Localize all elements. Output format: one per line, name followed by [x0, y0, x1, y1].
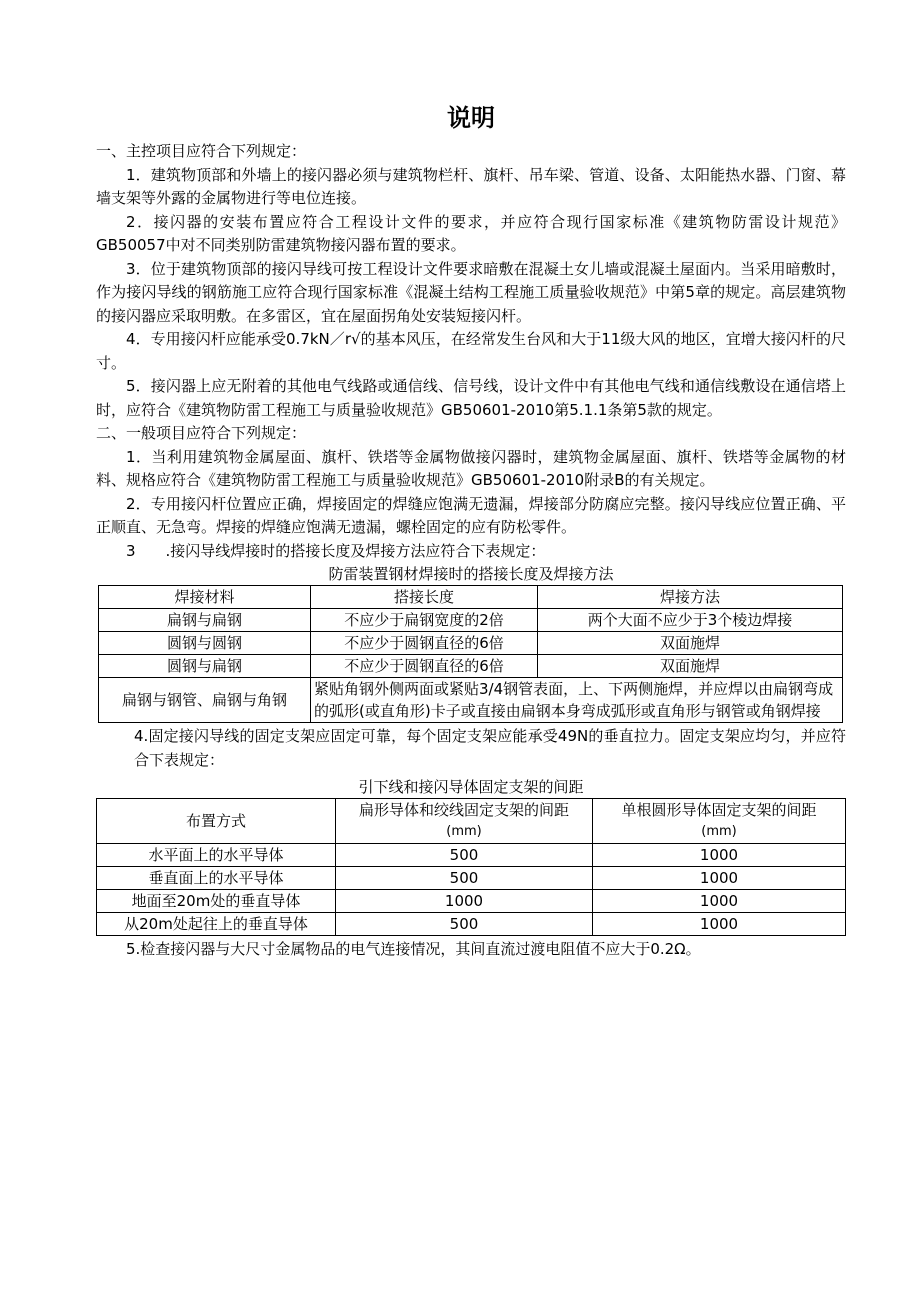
table-cell: 紧贴角钢外侧两面或紧贴3/4钢管表面，上、下两侧施焊，并应焊以由扁钢弯成的弧形(或直角形)卡子或直接由扁钢本身弯成弧形或直角形与钢管或角钢焊接 — [311, 678, 843, 723]
section1-item-2: 2．接闪器的安装布置应符合工程设计文件的要求，并应符合现行国家标准《建筑物防雷设计规范》GB50057中对不同类别防雷建筑物接闪器布置的要求。 — [96, 212, 846, 254]
section2-item-3: 3 .接闪导线焊接时的搭接长度及焊接方法应符合下表规定： — [126, 541, 546, 560]
table-cell: 不应少于扁钢宽度的2倍 — [311, 609, 538, 632]
section1-item-3: 3．位于建筑物顶部的接闪导线可按工程设计文件要求暗敷在混凝土女儿墙或混凝土屋面内。当采用暗敷时，作为接闪导线的钢筋施工应符合现行国家标准《混凝土结构工程施工质量验收规范》中第5章的规定。高层建筑物的接闪器应采取明敷。在多雷区，宜在屋面拐角处安装短接闪杆。 — [96, 259, 846, 325]
table-header: 布置方式 — [97, 799, 336, 844]
table-cell: 圆钢与扁钢 — [99, 655, 311, 678]
section2-item-2: 2．专用接闪杆位置应正确，焊接固定的焊缝应饱满无遗漏，焊接部分防腐应完整。接闪导线应位置正确、平正顺直、无急弯。焊接的焊缝应饱满无遗漏，螺栓固定的应有防松零件。 — [96, 494, 846, 536]
table-row — [97, 913, 846, 936]
table-header: 焊接材料 — [99, 586, 311, 609]
table-row — [99, 632, 843, 655]
table-header: 焊接方法 — [538, 586, 843, 609]
table-cell: 不应少于圆钢直径的6倍 — [311, 632, 538, 655]
table-cell: 双面施焊 — [538, 655, 843, 678]
table-cell: 1000 — [593, 890, 846, 913]
table-header: 搭接长度 — [311, 586, 538, 609]
table-cell: 扁钢与钢管、扁钢与角钢 — [99, 678, 311, 723]
table-cell: 垂直面上的水平导体 — [97, 867, 336, 890]
table-header-label: 单根圆形导体固定支架的间距 — [621, 801, 817, 819]
table-cell: 两个大面不应少于3个棱边焊接 — [538, 609, 843, 632]
table-cell: 地面至20m处的垂直导体 — [97, 890, 336, 913]
table-cell: 500 — [336, 844, 593, 867]
table-header-row — [99, 586, 843, 609]
section2-item-5: 5.检查接闪器与大尺寸金属物品的电气连接情况，其间直流过渡电阻值不应大于0.2Ω。 — [126, 940, 701, 958]
document-page — [96, 100, 846, 962]
section1-item-5: 5．接闪器上应无附着的其他电气线路或通信线、信号线，设计文件中有其他电气线和通信线敷设在通信塔上时，应符合《建筑物防雷工程施工与质量验收规范》GB50601-2010第5.1.1条第5款的规定。 — [96, 377, 846, 419]
table-cell: 500 — [336, 913, 593, 936]
section2-item-1: 1．当利用建筑物金属屋面、旗杆、铁塔等金属物做接闪器时，建筑物金属屋面、旗杆、铁塔等金属物的材料、规格应符合《建筑物防雷工程施工与质量验收规范》GB50601-2010附录B的有关规定。 — [96, 447, 846, 489]
table-cell: 1000 — [593, 913, 846, 936]
table-cell: 不应少于圆钢直径的6倍 — [311, 655, 538, 678]
table2-caption: 引下线和接闪导体固定支架的间距 — [358, 778, 584, 796]
page-title: 说明 — [447, 104, 495, 132]
table-row — [99, 609, 843, 632]
section2-item-4: 4.固定接闪导线的固定支架应固定可靠，每个固定支架应能承受49N的垂直拉力。固定支架应均匀，并应符合下表规定： — [134, 727, 846, 769]
table-cell: 水平面上的水平导体 — [97, 844, 336, 867]
table-cell: 1000 — [336, 890, 593, 913]
table-header — [336, 799, 593, 844]
support-spacing-table — [96, 798, 846, 936]
table-row — [97, 844, 846, 867]
table-cell: 500 — [336, 867, 593, 890]
table-row — [97, 867, 846, 890]
table-row — [99, 678, 843, 723]
table-row — [97, 890, 846, 913]
table-cell: 圆钢与圆钢 — [99, 632, 311, 655]
table-cell: 从20m处起往上的垂直导体 — [97, 913, 336, 936]
table1-caption: 防雷装置钢材焊接时的搭接长度及焊接方法 — [328, 565, 614, 583]
table-cell: 双面施焊 — [538, 632, 843, 655]
welding-table — [98, 585, 843, 723]
table-header-unit: (mm) — [701, 824, 737, 839]
table-cell: 扁钢与扁钢 — [99, 609, 311, 632]
table-row — [99, 655, 843, 678]
section2-heading: 二、一般项目应符合下列规定： — [96, 424, 307, 442]
table-header — [593, 799, 846, 844]
section1-item-4: 4．专用接闪杆应能承受0.7kN／r√的基本风压，在经常发生台风和大于11级大风的地区，宜增大接闪杆的尺寸。 — [96, 330, 846, 372]
table-cell: 1000 — [593, 867, 846, 890]
table-header-label: 扁形导体和绞线固定支架的间距 — [358, 801, 569, 819]
table-cell: 1000 — [593, 844, 846, 867]
section1-heading: 一、主控项目应符合下列规定： — [96, 142, 307, 160]
table-header-unit: (mm) — [446, 824, 482, 839]
section1-item-1: 1．建筑物顶部和外墙上的接闪器必须与建筑物栏杆、旗杆、吊车梁、管道、设备、太阳能热水器、门窗、幕墙支架等外露的金属物进行等电位连接。 — [96, 165, 846, 207]
table-header-row — [97, 799, 846, 844]
